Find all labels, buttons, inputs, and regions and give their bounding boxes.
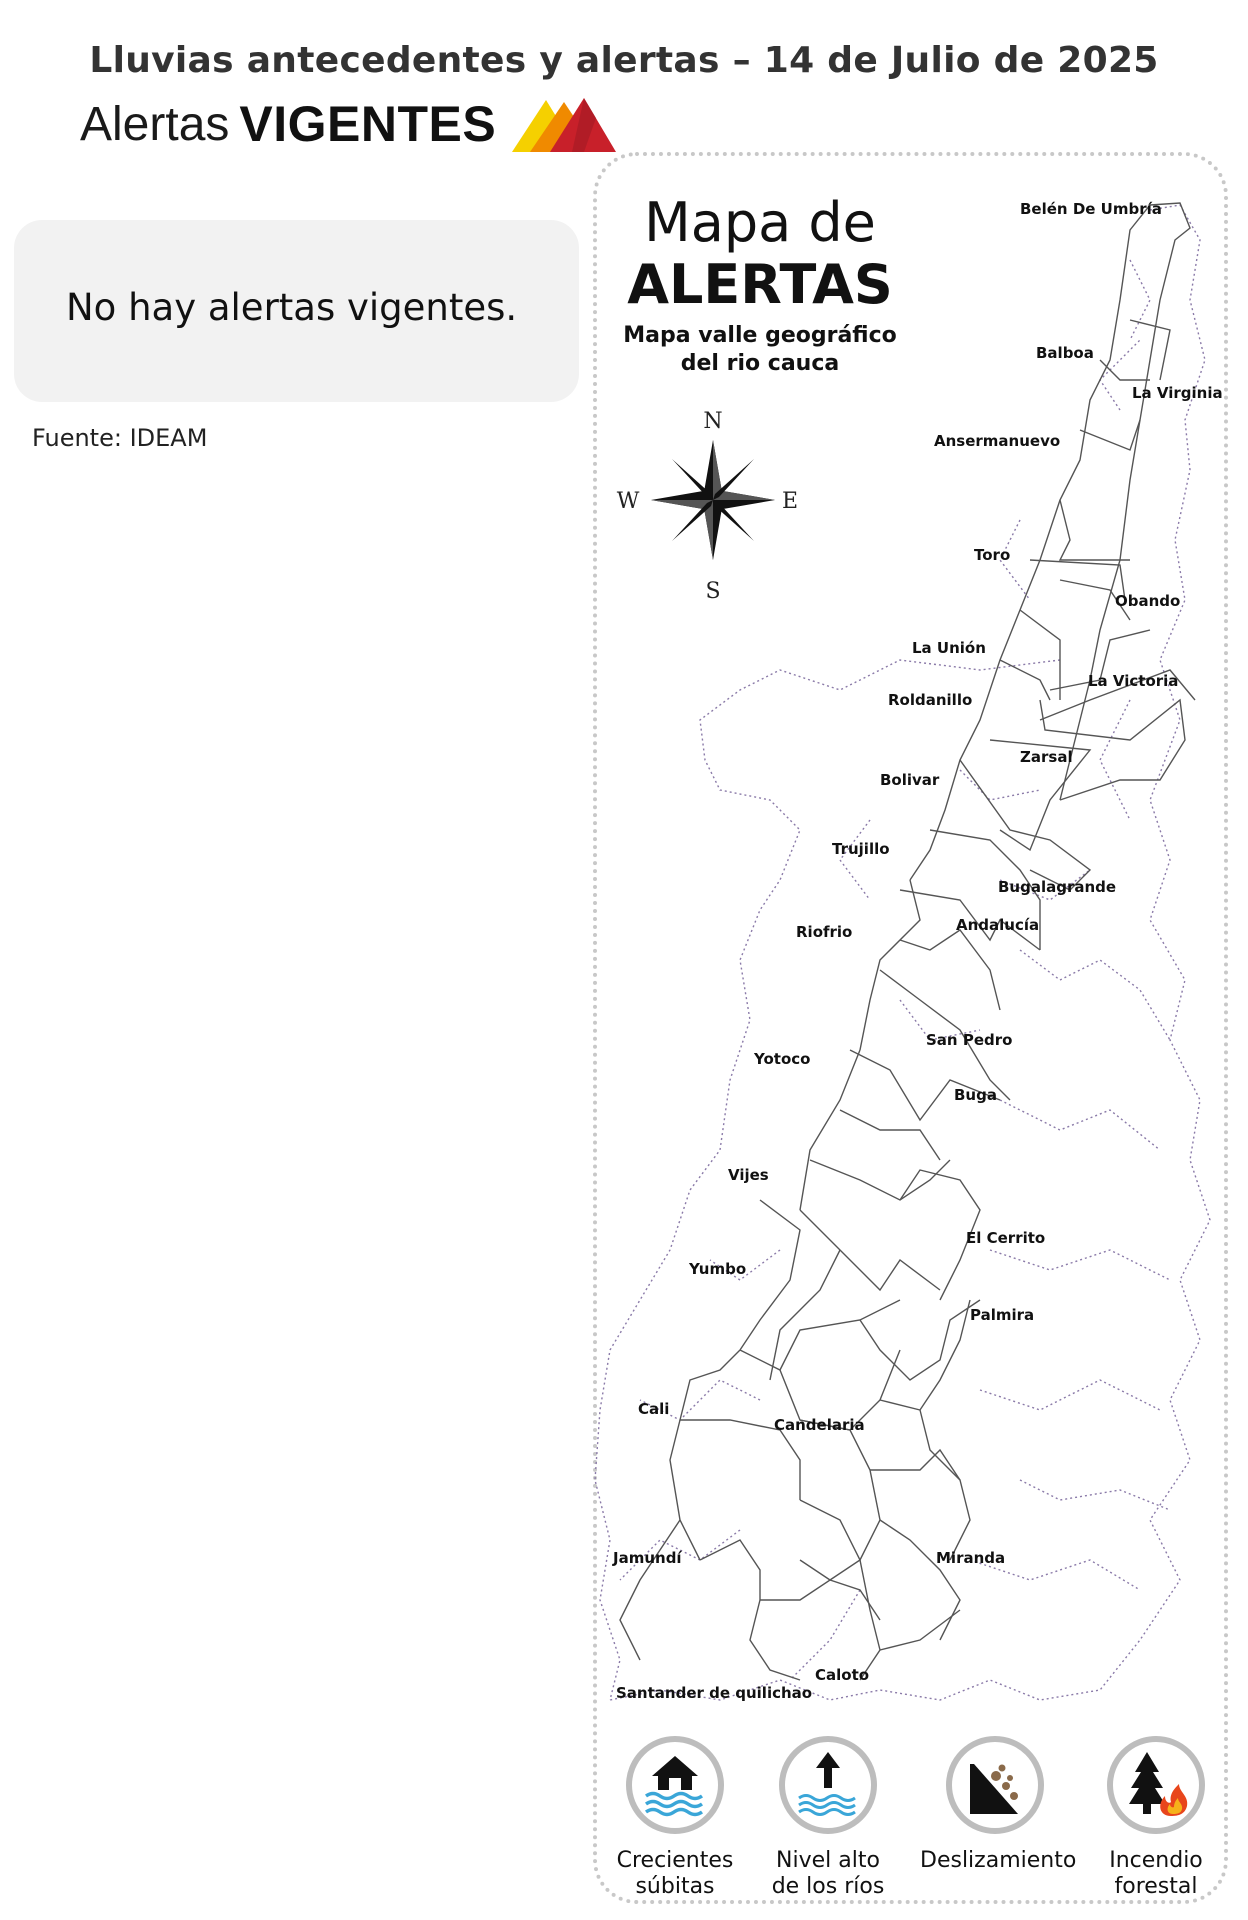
label-la-union: La Unión: [912, 639, 986, 657]
map-title-line2: ALERTAS: [627, 253, 893, 316]
label-ansermanuevo: Ansermanuevo: [934, 432, 1061, 450]
legend-forest-fire: [1081, 1736, 1231, 1900]
map-heading: [600, 192, 920, 378]
label-miranda: Miranda: [936, 1549, 1006, 1567]
brand-light-text: Alertas: [80, 97, 230, 151]
legend-landslide-line1: Deslizamiento: [920, 1848, 1077, 1873]
legend-high-river: [753, 1736, 903, 1900]
label-vijes: Vijes: [728, 1166, 769, 1184]
no-alerts-message: No hay alertas vigentes.: [66, 286, 518, 329]
label-belen-de-umbria: Belén De Umbría: [1020, 200, 1162, 218]
map-title-line1: Mapa de: [644, 191, 876, 254]
label-zarsal: Zarsal: [1020, 748, 1073, 766]
forest-fire-icon: [1107, 1736, 1205, 1834]
compass-south: S: [705, 579, 721, 604]
legend-high-river-line2: de los ríos: [771, 1874, 885, 1899]
label-andalucia: Andalucía: [956, 916, 1040, 934]
label-santander-de-quilichao: Santander de quilichao: [616, 1684, 813, 1702]
label-jamundi: Jamundí: [613, 1549, 682, 1567]
label-roldanillo: Roldanillo: [888, 691, 973, 709]
label-bugalagrande: Bugalagrande: [998, 878, 1117, 896]
label-obando: Obando: [1115, 592, 1181, 610]
label-candelaria: Candelaria: [774, 1416, 865, 1434]
label-trujillo: Trujillo: [832, 840, 890, 858]
legend-landslide: [920, 1736, 1077, 1874]
label-caloto: Caloto: [815, 1666, 870, 1684]
label-el-cerrito: El Cerrito: [966, 1229, 1046, 1247]
label-riofrio: Riofrio: [796, 923, 853, 941]
legend-high-river-line1: Nivel alto: [776, 1848, 880, 1873]
label-la-victoria: La Victoria: [1088, 672, 1179, 690]
legend-forest-fire-line1: Incendio: [1109, 1848, 1203, 1873]
label-palmira: Palmira: [970, 1306, 1035, 1324]
high-river-icon: [779, 1736, 877, 1834]
compass-west: W: [616, 489, 640, 514]
label-balboa: Balboa: [1036, 344, 1094, 362]
legend-flash-flood-line1: Crecientes: [616, 1848, 734, 1873]
compass-rose-icon: [617, 409, 798, 604]
label-cali: Cali: [638, 1400, 670, 1418]
flash-flood-icon: [626, 1736, 724, 1834]
legend-flash-flood-line2: súbitas: [635, 1874, 715, 1899]
source-note: Fuente: IDEAM: [32, 424, 208, 452]
landslide-icon: [946, 1736, 1044, 1834]
label-san-pedro: San Pedro: [926, 1031, 1013, 1049]
label-bolivar: Bolivar: [880, 771, 940, 789]
page-title: Lluvias antecedentes y alertas – 14 de Julio de 2025: [89, 40, 1159, 81]
legend-forest-fire-line2: forestal: [1114, 1874, 1198, 1899]
compass-east: E: [781, 489, 799, 514]
label-la-virginia: La Virginia: [1132, 384, 1223, 402]
map-subtitle-line1: Mapa valle geográfico: [623, 323, 897, 348]
label-yumbo: Yumbo: [689, 1260, 747, 1278]
map-subtitle-line2: del rio cauca: [680, 351, 840, 376]
label-buga: Buga: [954, 1086, 997, 1104]
brand-bold-text: VIGENTES: [239, 96, 497, 152]
legend-flash-flood: [600, 1736, 750, 1900]
department-boundary: [595, 205, 1210, 1700]
label-yotoco: Yotoco: [754, 1050, 811, 1068]
label-toro: Toro: [974, 546, 1011, 564]
compass-north: N: [703, 409, 723, 434]
